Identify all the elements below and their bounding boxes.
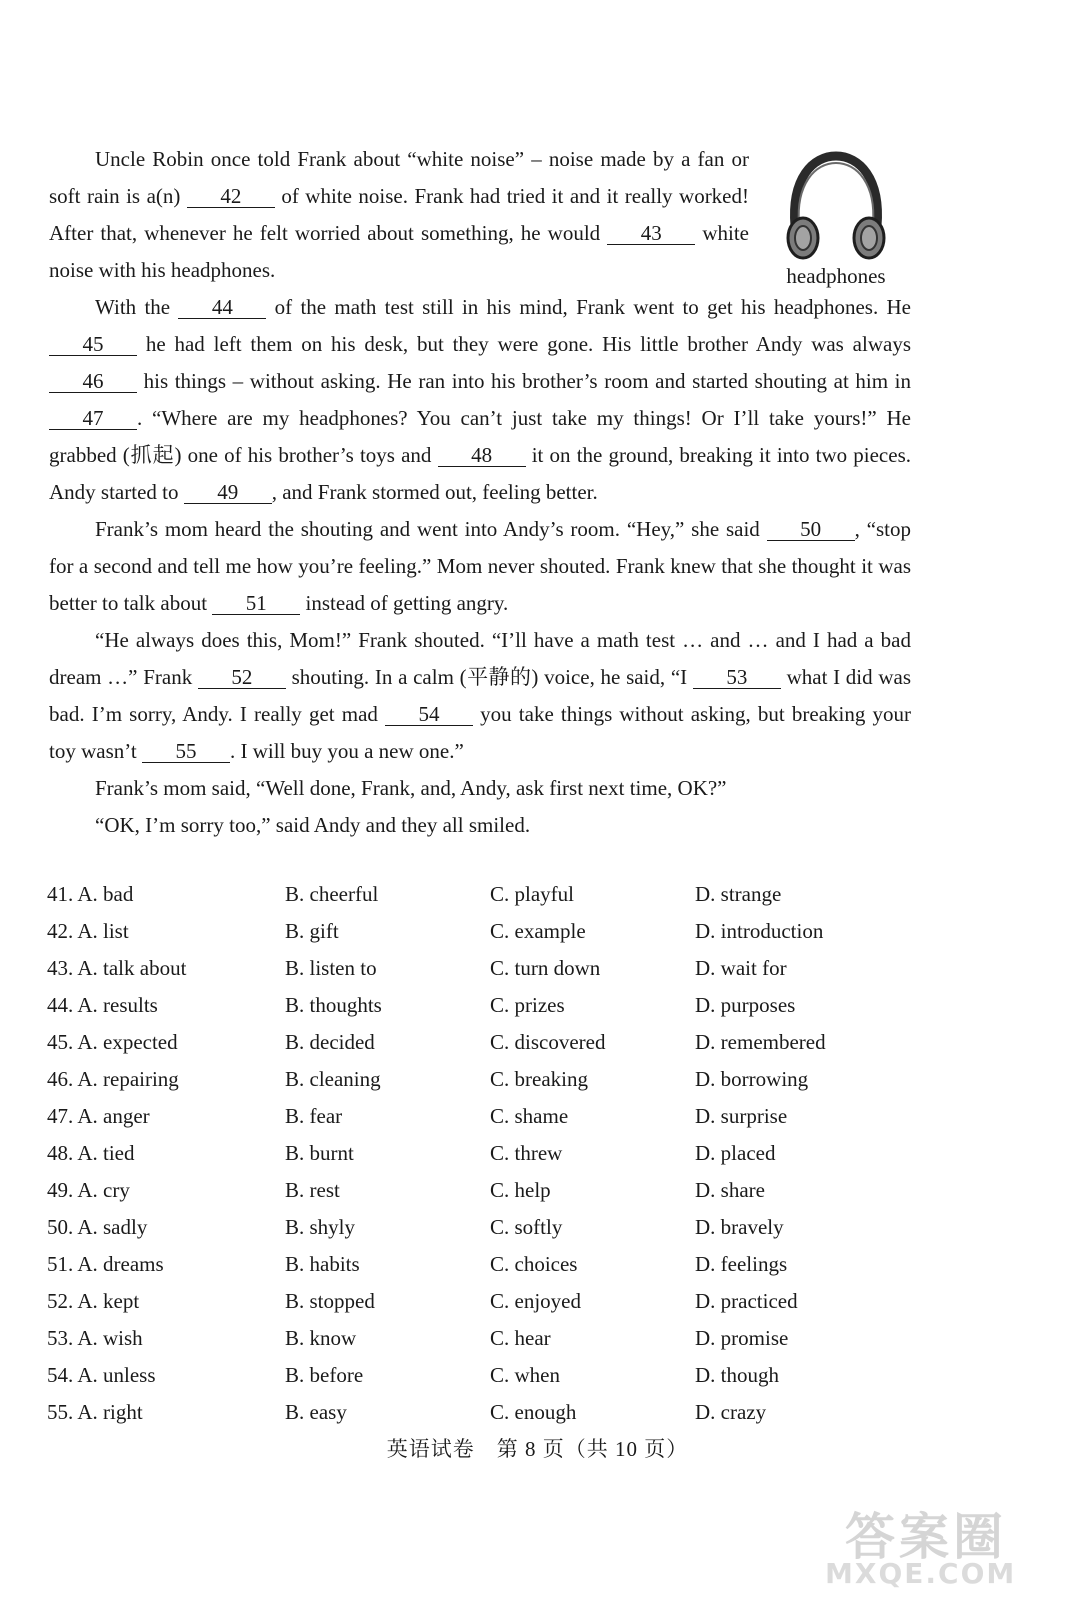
option-choice: B. before [285, 1363, 364, 1387]
option-choice: C. playful [490, 882, 574, 906]
option-choice: 42. A. list [47, 919, 129, 943]
paragraph-4 [49, 622, 911, 770]
option-row [47, 987, 927, 1024]
answer-options [47, 876, 927, 1431]
option-choice: C. prizes [490, 993, 565, 1017]
text: white noise with his headphones. [49, 221, 749, 282]
blank-51: 51 [212, 592, 300, 615]
option-choice: C. turn down [490, 956, 601, 980]
option-choice: D. wait for [695, 956, 787, 980]
paragraph-6: “OK, I’m sorry too,” said Andy and they all smiled. [95, 813, 531, 837]
option-choice: B. fear [285, 1104, 343, 1128]
blank-53: 53 [693, 666, 781, 689]
option-choice: 52. A. kept [47, 1289, 140, 1313]
option-choice: B. cleaning [285, 1067, 381, 1091]
watermark-text-bottom: MXQE.COM [825, 1557, 1017, 1590]
option-row [47, 1172, 927, 1209]
option-choice: C. enjoyed [490, 1289, 581, 1313]
option-choice: 55. A. right [47, 1400, 143, 1424]
option-choice: D. purposes [695, 993, 796, 1017]
option-choice: D. bravely [695, 1215, 784, 1239]
option-choice: D. remembered [695, 1030, 826, 1054]
blank-52: 52 [198, 666, 286, 689]
text: . I will buy you a new one.” [229, 739, 464, 763]
option-choice: D. practiced [695, 1289, 798, 1313]
option-row [47, 1357, 927, 1394]
blank-45: 45 [49, 333, 137, 356]
headphones-figure [780, 148, 892, 289]
option-choice: C. softly [490, 1215, 563, 1239]
option-choice: D. though [695, 1363, 779, 1387]
option-choice: B. decided [285, 1030, 375, 1054]
option-choice: 53. A. wish [47, 1326, 143, 1350]
option-choice: B. shyly [285, 1215, 356, 1239]
option-choice: D. introduction [695, 919, 824, 943]
watermark-text-top: 答案圈 [845, 1508, 1007, 1566]
blank-55: 55 [142, 740, 230, 763]
watermark-logo [815, 1497, 1055, 1592]
blank-49: 49 [184, 481, 272, 504]
option-row [47, 1135, 927, 1172]
text: of the math test still in his mind, Frank went to get his headphones. He [266, 295, 911, 319]
option-choice: B. burnt [285, 1141, 354, 1165]
option-choice: C. threw [490, 1141, 563, 1165]
option-choice: D. placed [695, 1141, 776, 1165]
option-choice: 43. A. talk about [47, 956, 187, 980]
option-choice: B. stopped [285, 1289, 375, 1313]
text: he had left them on his desk, but they were gone. His little brother Andy was always [137, 332, 911, 356]
option-choice: B. cheerful [285, 882, 379, 906]
option-row [47, 876, 927, 913]
option-row [47, 1024, 927, 1061]
text: , “stop for a second and tell me how you’re feeling.” Mom never shouted. Frank knew that she thought it was better to talk about [49, 517, 911, 615]
option-choice: 50. A. sadly [47, 1215, 148, 1239]
text: his things – without asking. He ran into his brother’s room and started shouting at him in [137, 369, 911, 393]
option-choice: 47. A. anger [47, 1104, 150, 1128]
text: you take things without asking, but breaking your toy wasn’t [49, 702, 911, 763]
option-choice: D. crazy [695, 1400, 767, 1424]
option-choice: 54. A. unless [47, 1363, 156, 1387]
option-choice: D. feelings [695, 1252, 788, 1276]
option-choice: D. borrowing [695, 1067, 809, 1091]
option-choice: C. hear [490, 1326, 551, 1350]
page-footer: 英语试卷 第 8 页（共 10 页） [386, 1437, 689, 1461]
blank-50: 50 [767, 518, 855, 541]
option-choice: D. promise [695, 1326, 789, 1350]
text: . “Where are my headphones? You can’t just take my things! Or I’ll take yours!” He grabbed (抓起) one of his brother’s toys and [49, 406, 911, 467]
text: instead of getting angry. [300, 591, 509, 615]
option-choice: B. easy [285, 1400, 347, 1424]
text: it on the ground, breaking it into two pieces. Andy started to [49, 443, 912, 504]
option-choice: B. thoughts [285, 993, 382, 1017]
option-row [47, 1320, 927, 1357]
option-row [47, 1394, 927, 1431]
option-choice: C. example [490, 919, 586, 943]
option-row [47, 1061, 927, 1098]
paragraph-3 [49, 511, 911, 622]
option-choice: C. enough [490, 1400, 577, 1424]
blank-42: 42 [187, 185, 275, 208]
option-choice: D. strange [695, 882, 782, 906]
text: “He always does this, Mom!” Frank shouted. “I’ll have a math test … and … and I had a bad dream …” Frank [49, 628, 911, 689]
text: Uncle Robin once told Frank about “white noise” – noise made by a fan or soft rain is a(n) [49, 147, 749, 208]
option-choice: C. when [490, 1363, 560, 1387]
option-choice: B. rest [285, 1178, 340, 1202]
option-choice: C. shame [490, 1104, 569, 1128]
option-row [47, 1098, 927, 1135]
option-choice: 48. A. tied [47, 1141, 135, 1165]
paragraph-2 [49, 289, 911, 511]
option-choice: 45. A. expected [47, 1030, 178, 1054]
blank-54: 54 [385, 703, 473, 726]
text: Frank’s mom heard the shouting and went into Andy’s room. “Hey,” she said [95, 517, 767, 541]
text: With the [95, 295, 179, 319]
option-choice: 41. A. bad [47, 882, 134, 906]
option-choice: 46. A. repairing [47, 1067, 179, 1091]
blank-44: 44 [178, 296, 266, 319]
option-choice: D. share [695, 1178, 765, 1202]
option-row [47, 950, 927, 987]
option-row [47, 1246, 927, 1283]
option-choice: C. help [490, 1178, 551, 1202]
option-row [47, 1283, 927, 1320]
text: what I did was bad. I’m sorry, Andy. I really get mad [49, 665, 911, 726]
figure-caption: headphones [786, 264, 886, 288]
option-row [47, 913, 927, 950]
option-choice: C. breaking [490, 1067, 588, 1091]
option-choice: D. surprise [695, 1104, 788, 1128]
text: of white noise. Frank had tried it and it really worked! After that, whenever he felt worried about something, he would [49, 184, 749, 245]
headphones-icon [783, 148, 889, 260]
option-row [47, 1209, 927, 1246]
text: , and Frank stormed out, feeling better. [271, 480, 598, 504]
option-choice: 49. A. cry [47, 1178, 130, 1202]
option-choice: B. gift [285, 919, 339, 943]
paragraph-1 [49, 141, 749, 289]
option-choice: B. habits [285, 1252, 360, 1276]
option-choice: C. choices [490, 1252, 578, 1276]
option-choice: B. know [285, 1326, 357, 1350]
blank-46: 46 [49, 370, 137, 393]
option-choice: B. listen to [285, 956, 377, 980]
blank-48: 48 [438, 444, 526, 467]
blank-43: 43 [607, 222, 695, 245]
option-choice: 51. A. dreams [47, 1252, 164, 1276]
text: shouting. In a calm (平静的) voice, he said, “I [285, 665, 693, 689]
blank-47: 47 [49, 407, 137, 430]
option-choice: C. discovered [490, 1030, 606, 1054]
paragraph-5: Frank’s mom said, “Well done, Frank, and, Andy, ask first next time, OK?” [95, 776, 727, 800]
option-choice: 44. A. results [47, 993, 158, 1017]
